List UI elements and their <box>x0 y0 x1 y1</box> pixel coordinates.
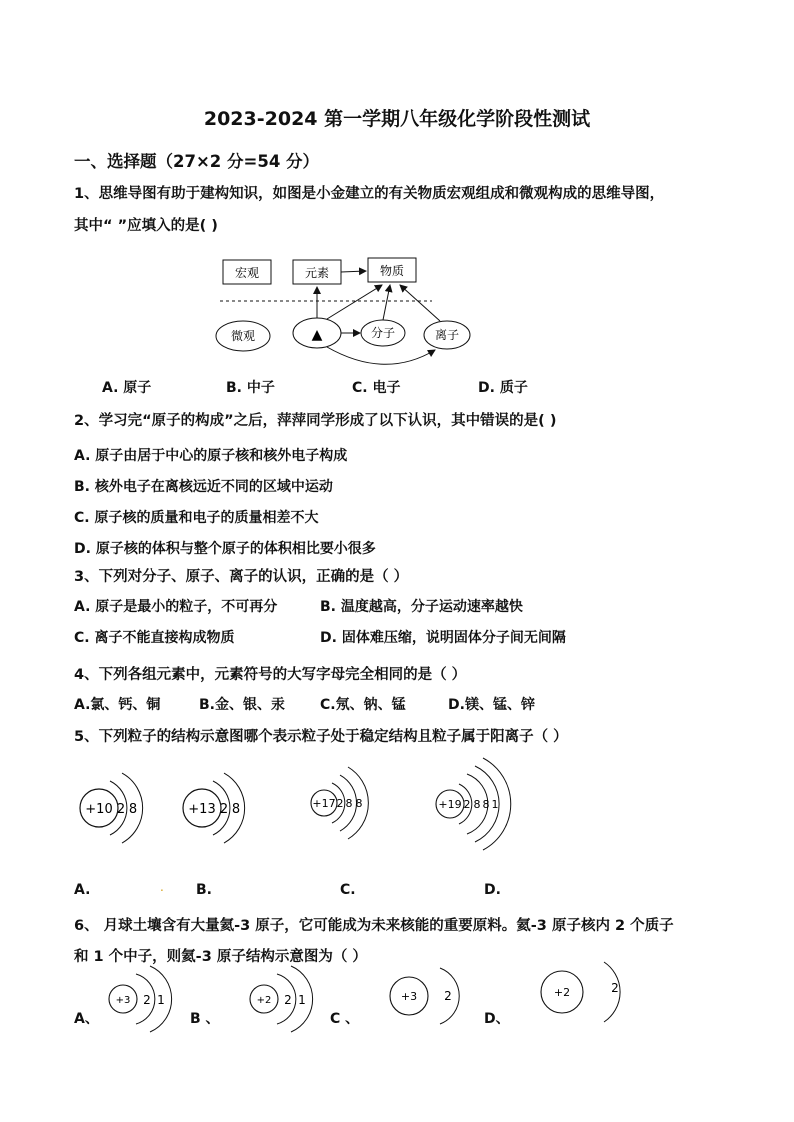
q4-option-a: A.氯、钙、铜 <box>74 697 161 713</box>
element-label: 元素 <box>304 266 330 280</box>
q6-atom-b-shell-2: 1 <box>298 993 306 1007</box>
arrow-ion-to-substance <box>400 285 440 321</box>
q5-atom-d-shell-3: 8 <box>482 798 490 811</box>
q6-atom-a-shell-1: 2 <box>143 993 151 1007</box>
q5-atom-b-nucleus: +13 <box>188 802 216 817</box>
arrow-triangle-to-ion <box>327 347 435 364</box>
q5-atom-a-shell-1: 2 <box>116 802 126 817</box>
q5-atom-c-nucleus: +17 <box>312 797 336 810</box>
q6-atom-b <box>250 966 313 1032</box>
q4-option-d: D.镁、锰、锌 <box>448 697 535 713</box>
q5-atom-b-shell-1: 2 <box>219 802 229 817</box>
q4-stem: 4、下列各组元素中，元素符号的大写字母完全相同的是（ ） <box>74 667 467 683</box>
q6-atom-d-nucleus: +2 <box>553 986 571 999</box>
q2-stem: 2、学习完“原子的构成”之后，萍萍同学形成了以下认识，其中错误的是( ) <box>74 413 557 429</box>
q5-atom-d <box>436 758 511 850</box>
q2-option-a: A. 原子由居于中心的原子核和核外电子构成 <box>74 448 348 464</box>
q2-option-d: D. 原子核的体积与整个原子的体积相比要小很多 <box>74 541 376 557</box>
q6-label-d: D、 <box>484 1011 510 1027</box>
q5-label-a: A. <box>74 882 91 898</box>
q6-label-c: C 、 <box>330 1011 360 1027</box>
q1-stem-line2: 其中“ ”应填入的是( ) <box>74 218 218 234</box>
q4-option-c: C.氖、钠、锰 <box>320 697 406 713</box>
q5-atom-c-shell-2: 8 <box>345 797 353 810</box>
q3-stem: 3、下列对分子、原子、离子的认识，正确的是（ ） <box>74 569 409 585</box>
q6-atom-d-shell-1: 2 <box>611 981 619 995</box>
arrow-molecule-to-substance <box>383 285 390 320</box>
q3-option-d: D. 固体难压缩，说明固体分子间无间隔 <box>320 630 566 646</box>
q5-label-d: D. <box>484 882 501 898</box>
q6-atom-c-shell-1: 2 <box>444 989 452 1003</box>
section-heading: 一、选择题（27×2 分=54 分） <box>74 152 320 171</box>
arrow-element-to-substance <box>341 271 366 272</box>
q5-atom-b <box>183 773 245 843</box>
q1-option-d: D. 质子 <box>478 380 528 396</box>
micro-label: 微观 <box>230 329 256 343</box>
q1-mind-map-diagram <box>210 250 480 380</box>
q5-label-c: C. <box>340 882 356 898</box>
q3-option-a: A. 原子是最小的粒子，不可再分 <box>74 599 278 615</box>
q6-atom-a <box>109 966 172 1032</box>
q5-atom-c-shell-3: 8 <box>355 797 363 810</box>
q5-atom-c <box>311 767 368 839</box>
q6-atom-c-nucleus: +3 <box>400 990 418 1003</box>
page-title: 2023-2024 第一学期八年级化学阶段性测试 <box>203 108 591 130</box>
q5-atom-d-shell-1: 2 <box>463 798 471 811</box>
q6-atom-a-shell-2: 1 <box>157 993 165 1007</box>
q4-option-b: B.金、银、汞 <box>199 697 285 713</box>
q5-atom-d-shell-2: 8 <box>473 798 481 811</box>
triangle-placeholder-icon: ▲ <box>311 327 323 343</box>
substance-label: 物质 <box>379 264 405 278</box>
ion-label: 离子 <box>434 328 460 342</box>
q6-atom-c <box>390 968 459 1024</box>
q1-option-b: B. 中子 <box>226 380 275 396</box>
q5-atom-a-shell-2: 8 <box>128 802 138 817</box>
q5-structure-diagrams <box>74 755 634 875</box>
q6-stem-line2: 和 1 个中子，则氦-3 原子结构示意图为（ ） <box>74 949 367 965</box>
q1-option-c: C. 电子 <box>352 380 401 396</box>
q6-atom-d <box>541 962 620 1022</box>
q6-label-a: A、 <box>74 1011 99 1027</box>
q3-option-c: C. 离子不能直接构成物质 <box>74 630 235 646</box>
q1-option-a: A. 原子 <box>102 380 152 396</box>
q6-atom-b-shell-1: 2 <box>284 993 292 1007</box>
q5-atom-d-shell-4: 1 <box>491 798 499 811</box>
q5-stem: 5、下列粒子的结构示意图哪个表示粒子处于稳定结构且粒子属于阳离子（ ） <box>74 729 568 745</box>
q5-atom-a <box>80 773 143 843</box>
q2-option-c: C. 原子核的质量和电子的质量相差不大 <box>74 510 319 526</box>
q6-atom-b-nucleus: +2 <box>256 995 272 1006</box>
q2-option-b: B. 核外电子在离核远近不同的区域中运动 <box>74 479 333 495</box>
q5-atom-a-nucleus: +10 <box>85 802 113 817</box>
q1-stem-line1: 1、思维导图有助于建构知识，如图是小金建立的有关物质宏观组成和微观构成的思维导图， <box>74 186 665 202</box>
q5-stray-dot: . <box>160 880 164 894</box>
arrow-triangle-to-substance <box>327 285 382 319</box>
macro-label: 宏观 <box>234 266 260 280</box>
q6-atom-a-nucleus: +3 <box>115 995 131 1006</box>
q6-label-b: B 、 <box>190 1011 220 1027</box>
q5-atom-c-shell-1: 2 <box>336 797 344 810</box>
q5-label-b: B. <box>196 882 212 898</box>
q6-structure-diagrams <box>70 960 650 1040</box>
q5-atom-d-nucleus: +19 <box>438 798 462 811</box>
q6-stem-line1: 6、 月球土壤含有大量氦-3 原子，它可能成为未来核能的重要原料。氦-3 原子核内 2 个质子 <box>74 918 674 934</box>
molecule-label: 分子 <box>370 326 396 340</box>
q3-option-b: B. 温度越高，分子运动速率越快 <box>320 599 523 615</box>
q5-atom-b-shell-2: 8 <box>231 802 241 817</box>
